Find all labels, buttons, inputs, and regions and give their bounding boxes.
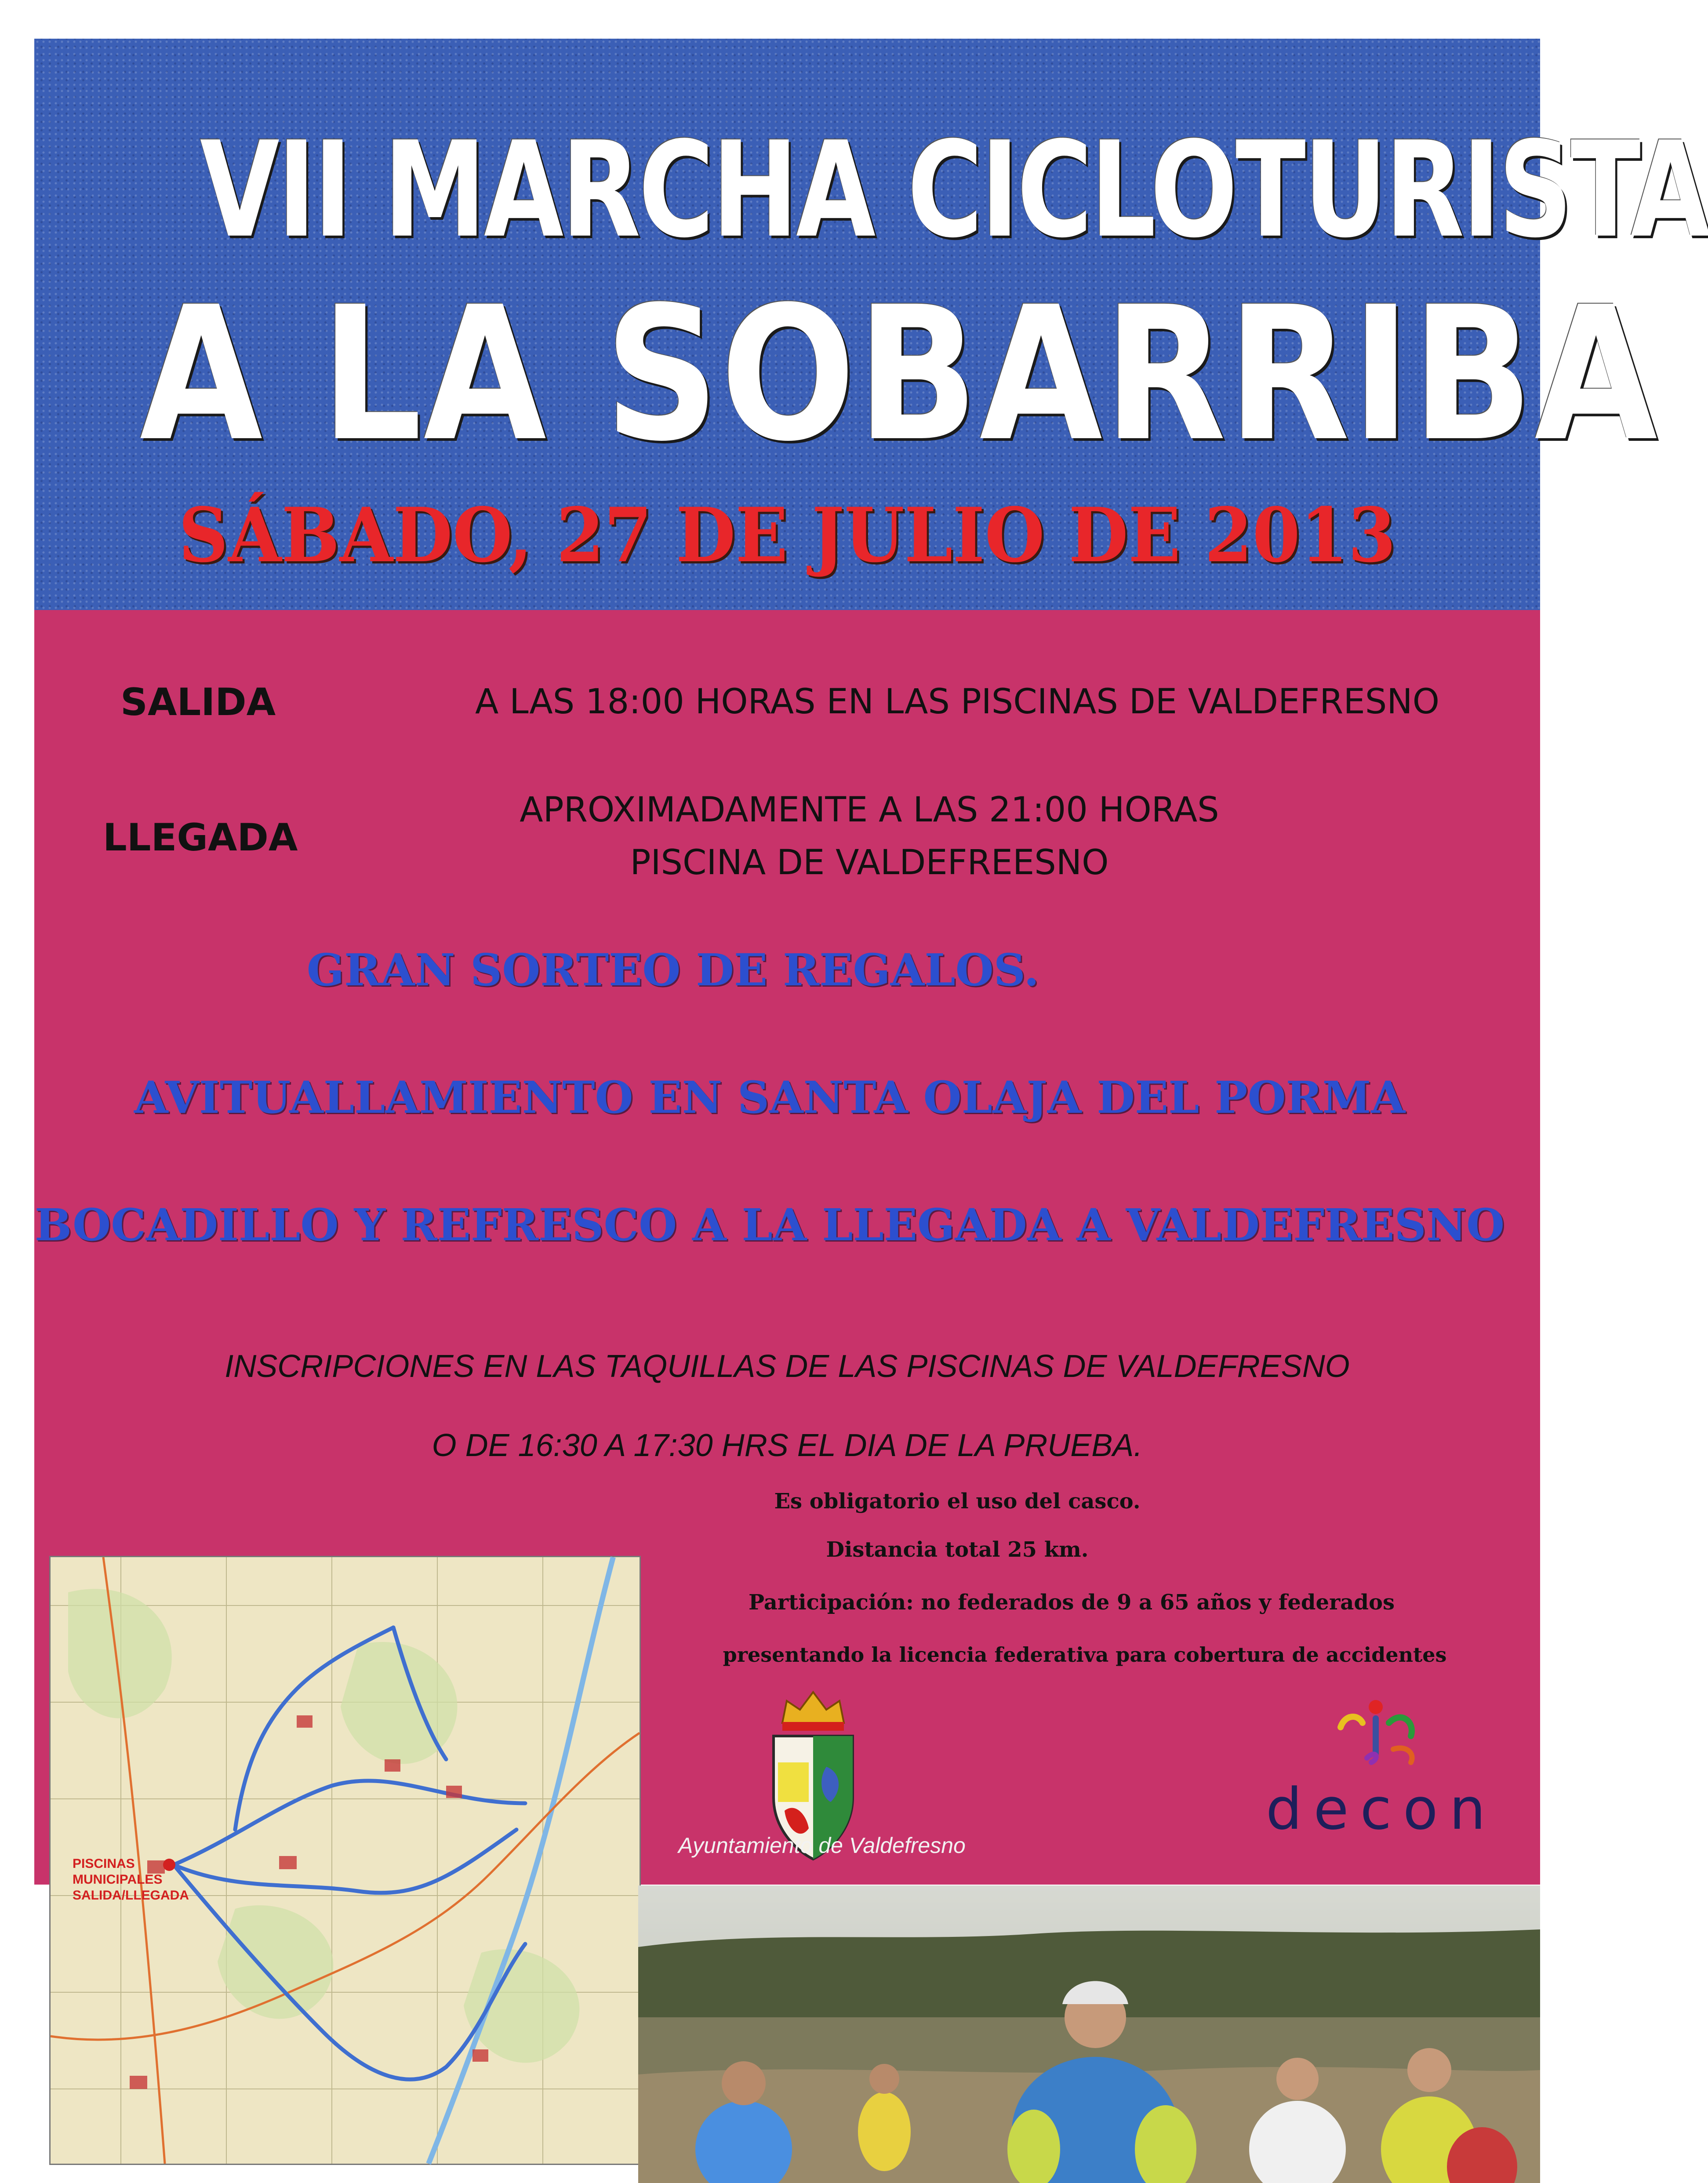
salida-text: A LAS 18:00 HORAS EN LAS PISCINAS DE VALDEFRESNO [475,682,1440,722]
river [429,1557,613,2164]
cyclists-photo-graphic [638,1885,1540,2183]
start-label-line-1: PISCINAS [73,1856,135,1871]
cyclists-photo [638,1885,1540,2183]
decon-logo-icon [1327,1696,1424,1767]
event-title-line-1: VII MARCHA CICLOTURISTA [200,113,1708,267]
ayuntamiento-caption: Ayuntamiento de Valdefresno [678,1833,966,1858]
salida-label: SALIDA [120,680,276,724]
inscripciones-line-1: INSCRIPCIONES EN LAS TAQUILLAS DE LAS PISCINAS DE VALDEFRESNO [225,1349,1350,1384]
decon-logo-text: decon [1266,1776,1497,1842]
start-label [73,1856,189,1903]
poster-header [34,39,1708,610]
distancia-rule: Distancia total 25 km. [826,1537,1089,1562]
event-title-line-2: A LA SOBARRIBA [139,267,1659,482]
llegada-label: LLEGADA [103,816,298,860]
casco-rule: Es obligatorio el uso del casco. [774,1489,1141,1514]
llegada-text-1: APROXIMADAMENTE A LAS 21:00 HORAS [520,790,1219,830]
inscripciones-line-2: O DE 16:30 A 17:30 HRS EL DIA DE LA PRUEBA. [432,1428,1143,1463]
event-date: SÁBADO, 27 DE JULIO DE 2013 [178,491,1396,579]
llegada-text-2: PISCINA DE VALDEFREESNO [630,843,1109,883]
route-map [49,1556,641,2165]
start-label-line-2: MUNICIPALES [73,1872,163,1887]
start-label-line-3: SALIDA/LLEGADA [73,1888,189,1903]
avituallamiento-text: AVITUALLAMIENTO EN SANTA OLAJA DEL PORMA [134,1072,1405,1123]
licencia-rule: presentando la licencia federativa para cobertura de accidentes [723,1643,1447,1667]
participacion-rule: Participación: no federados de 9 a 65 años y federados [748,1590,1395,1615]
bocadillo-text: BOCADILLO Y REFRESCO A LA LLEGADA A VALDEFRESNO [34,1199,1505,1251]
map-terrain [68,1589,579,2063]
sorteo-text: GRAN SORTEO DE REGALOS. [306,944,1039,996]
